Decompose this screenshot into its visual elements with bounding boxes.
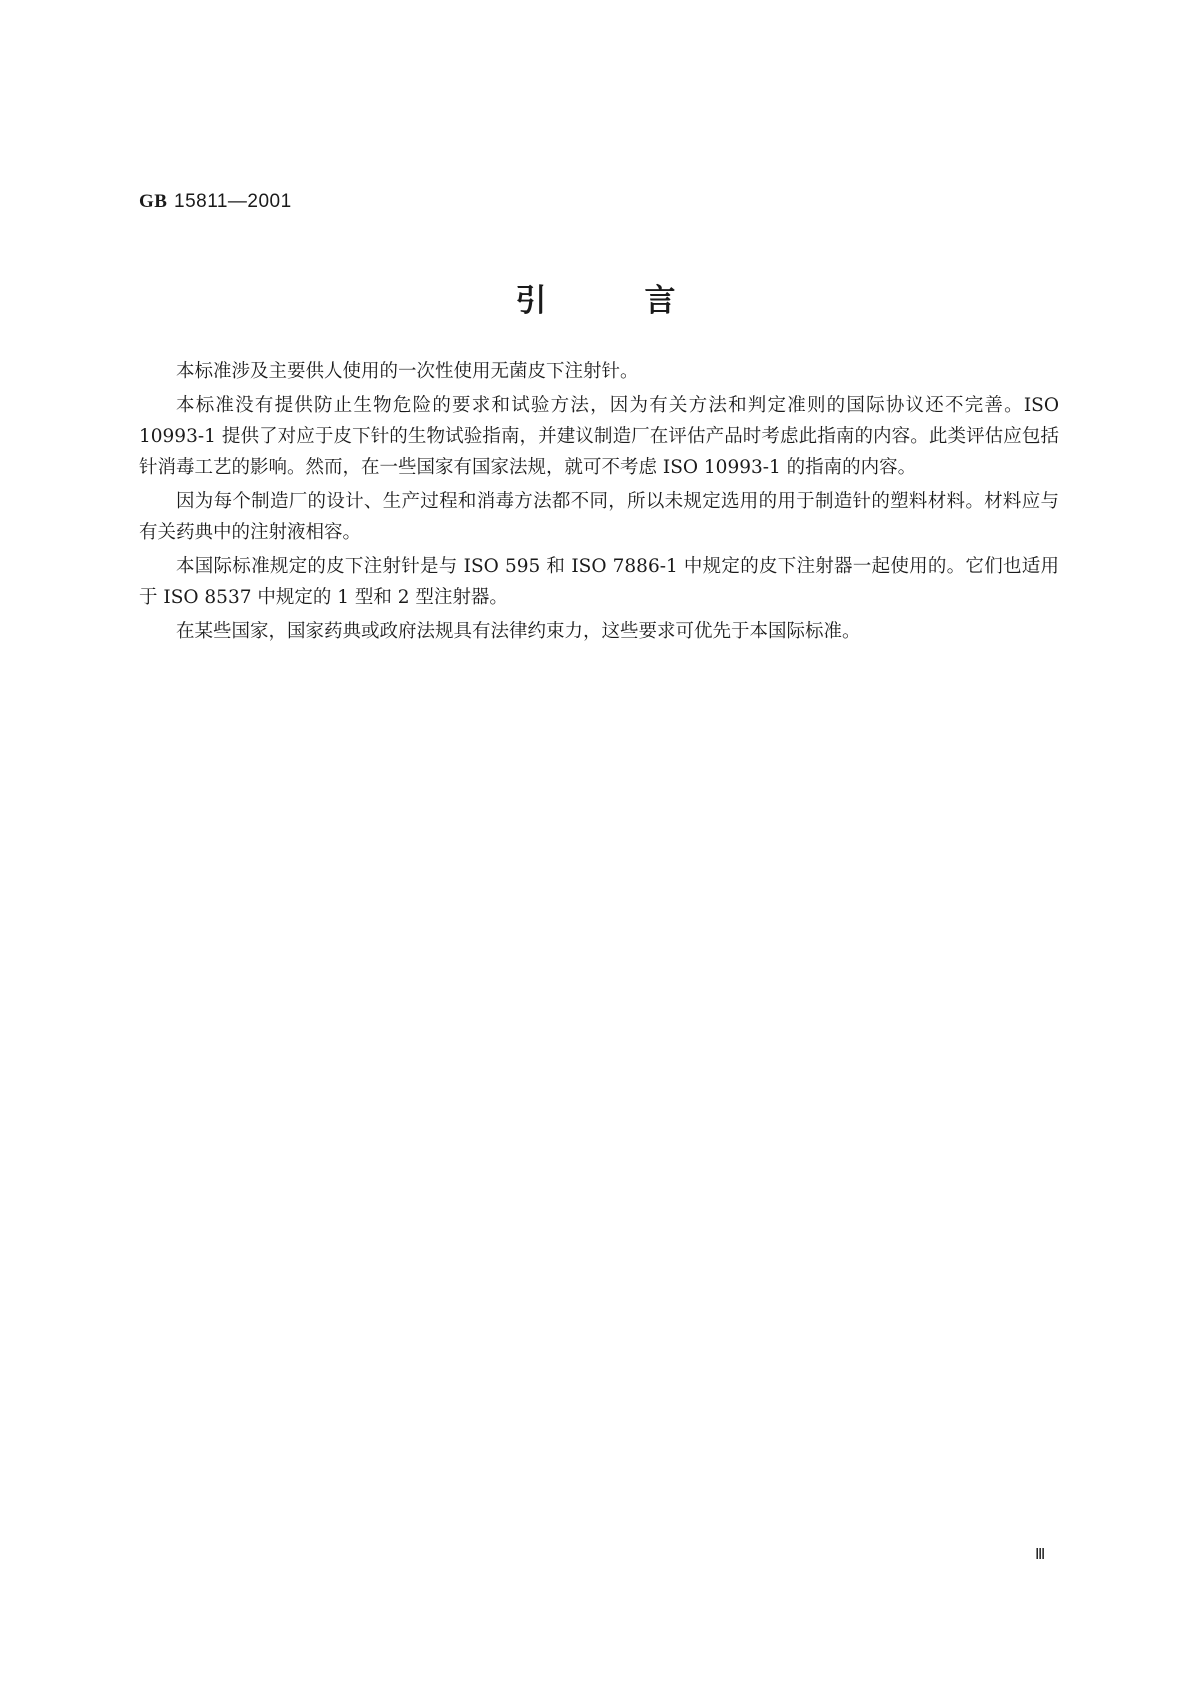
standard-code-header (139, 190, 292, 213)
section-title: 引言 (515, 283, 774, 319)
paragraph-scope: 本标准涉及主要供人使用的一次性使用无菌皮下注射针。 (176, 361, 639, 382)
standard-code-prefix: GB (139, 191, 168, 212)
page-number: Ⅲ (1035, 1547, 1046, 1563)
paragraph-materials: 因为每个制造厂的设计、生产过程和消毒方法都不同，所以未规定选用的用于制造针的塑料材料。材料应与有关药典中的注射液相容。 (139, 491, 1059, 543)
introduction-body (139, 356, 1059, 650)
paragraph-compatibility: 本国际标准规定的皮下注射针是与 ISO 595 和 ISO 7886-1 中规定的皮下注射器一起使用的。它们也适用于 ISO 8537 中规定的 1 型和 2 型注射器。 (139, 556, 1059, 608)
standard-code-number: 15811—2001 (174, 191, 292, 212)
paragraph-biological-hazard: 本标准没有提供防止生物危险的要求和试验方法，因为有关方法和判定准则的国际协议还不完善。ISO 10993-1 提供了对应于皮下针的生物试验指南，并建议制造厂在评估产品时考虑此指南的内容。此类评估应包括针消毒工艺的影响。然而，在一些国家有国家法规，就可不考虑 ISO 10993-1 的指南的内容。 (139, 395, 1059, 478)
paragraph-national-regulations: 在某些国家，国家药典或政府法规具有法律约束力，这些要求可优先于本国际标准。 (176, 621, 861, 642)
